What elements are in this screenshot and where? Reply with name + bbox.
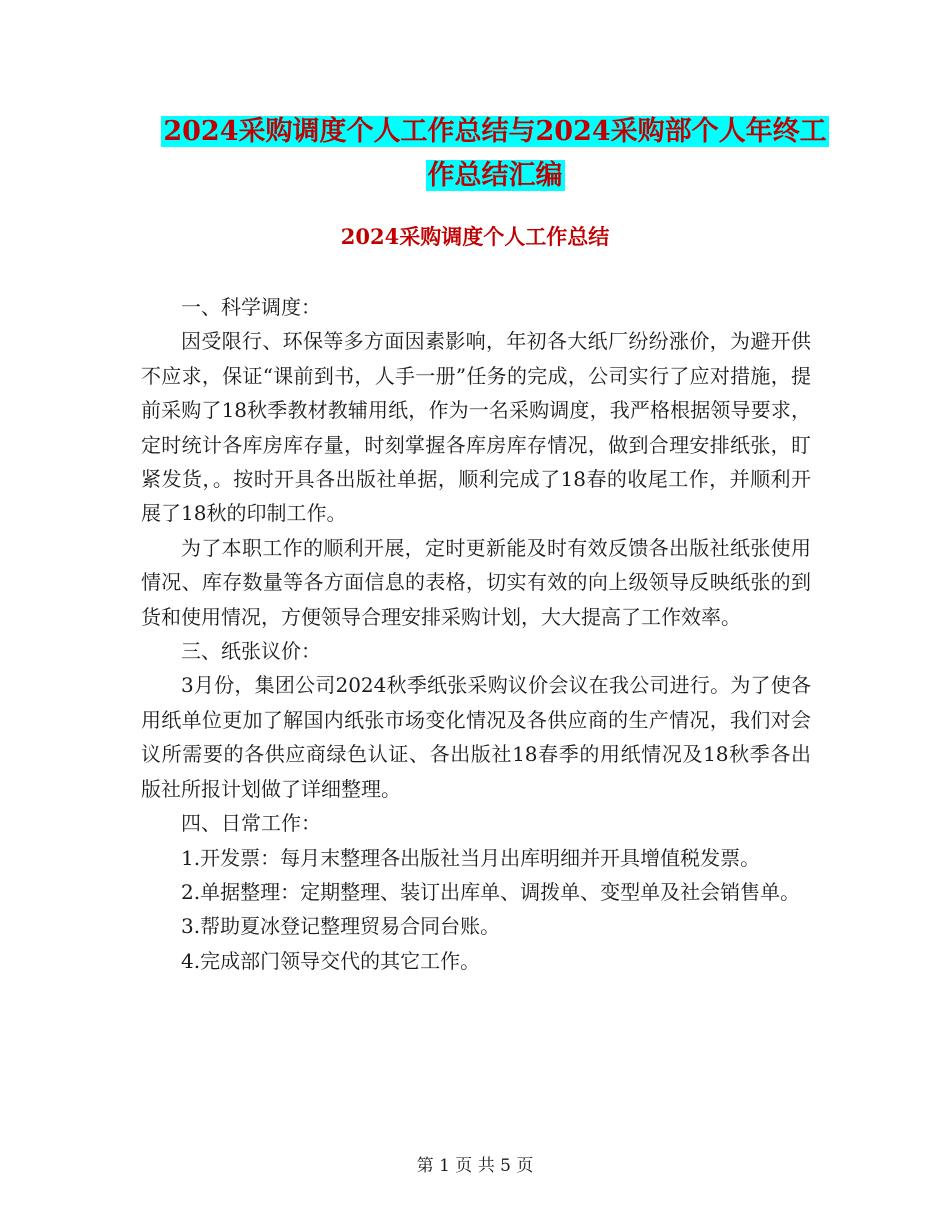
document-title (150, 110, 840, 198)
paragraph-pricing-meeting: 3月份，集团公司2024秋季纸张采购议价会议在我公司进行。为了使各用纸单位更加了解国内纸张市场变化情况及各供应商的生产情况，我们对会议所需要的各供应商绿色认证、各出版社18春季的用纸情况及18秋季各出版社所报计划做了详细整理。 (141, 673, 811, 801)
paragraph-report-tables: 为了本职工作的顺利开展，定时更新能及时有效反馈各出版社纸张使用情况、库存数量等各方面信息的表格，切实有效的向上级领导反映纸张的到货和使用情况，方便领导合理安排采购计划，大大提高了工作效率。 (141, 535, 811, 629)
list-item-contract-ledger: 3.帮助夏冰登记整理贸易合同台账。 (181, 914, 501, 939)
heading-daily-work: 四、日常工作： (181, 811, 321, 836)
heading-scientific-dispatch: 一、科学调度： (181, 295, 321, 319)
document-title-line-1: 2024采购调度个人工作总结与2024采购部个人年终工 (163, 116, 827, 147)
page-number-footer: 第 1 页 共 5 页 (416, 1156, 534, 1176)
list-item-other-tasks: 4.完成部门领导交代的其它工作。 (181, 948, 481, 973)
paragraph-dispatch-details: 因受限行、环保等多方面因素影响，年初各大纸厂纷纷涨价，为避开供不应求，保证“课前到书，人手一册”任务的完成，公司实行了应对措施，提前采购了18秋季教材教辅用纸，作为一名采购调度，我严格根据领导要求，定时统计各库房库存量，时刻掌握各库房库存情况，做到合理安排纸张，盯紧发货，。按时开具各出版社单据，顺利完成了18春的收尾工作，并顺利开展了18秋的印制工作。 (141, 329, 811, 526)
section-title: 2024采购调度个人工作总结 (340, 224, 610, 249)
document-title-line-2: 作总结汇编 (427, 160, 563, 191)
heading-paper-pricing: 三、纸张议价： (181, 639, 321, 664)
document-body (141, 290, 811, 978)
list-item-document-filing: 2.单据整理：定期整理、装订出库单、调拨单、变型单及社会销售单。 (181, 879, 801, 904)
list-item-invoicing: 1.开发票：每月末整理各出版社当月出库明细并开具增值税发票。 (181, 845, 761, 870)
